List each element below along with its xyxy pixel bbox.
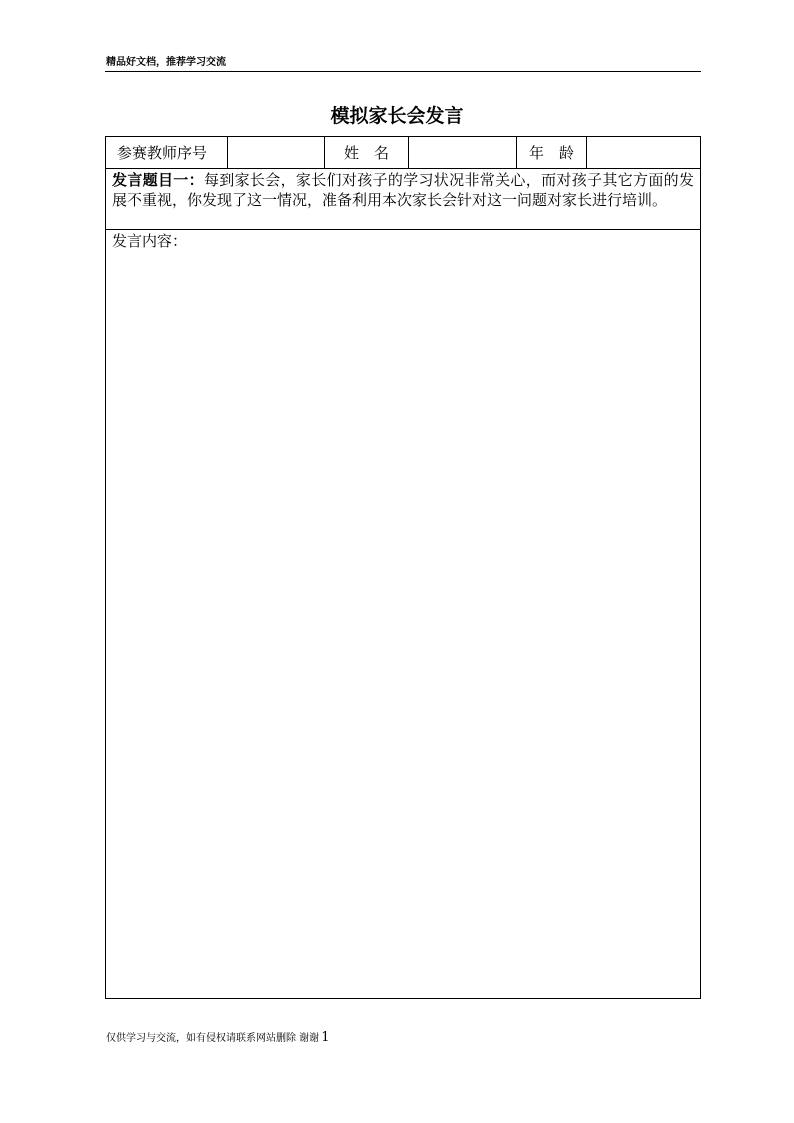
name-label: 姓 名 <box>324 137 408 168</box>
topic-label: 发言题目一： <box>112 171 204 189</box>
age-field[interactable] <box>586 137 700 168</box>
speech-form-table <box>105 136 701 999</box>
header-divider <box>105 71 701 72</box>
footer-text: 仅供学习与交流，如有侵权请联系网站删除 谢谢 <box>106 1033 320 1044</box>
page-header: 精品好文档，推荐学习交流 <box>106 57 226 68</box>
topic-text: 每到家长会，家长们对孩子的学习状况非常关心，而对孩子其它方面的发展不重视，你发现了这一情况，准备利用本次家长会针对这一问题对家长进行培训。 <box>112 171 694 209</box>
serial-number-field[interactable] <box>227 137 324 168</box>
serial-number-label: 参赛教师序号 <box>117 144 208 162</box>
age-label: 年 龄 <box>516 137 586 168</box>
document-title: 模拟家长会发言 <box>330 105 464 127</box>
speech-topic-row <box>106 169 700 230</box>
content-label: 发言内容： <box>112 232 188 250</box>
page-footer <box>106 1031 329 1046</box>
teacher-info-row <box>106 137 700 169</box>
page-number: 1 <box>321 1030 330 1045</box>
name-field[interactable] <box>408 137 516 168</box>
speech-content-area[interactable] <box>106 231 700 998</box>
